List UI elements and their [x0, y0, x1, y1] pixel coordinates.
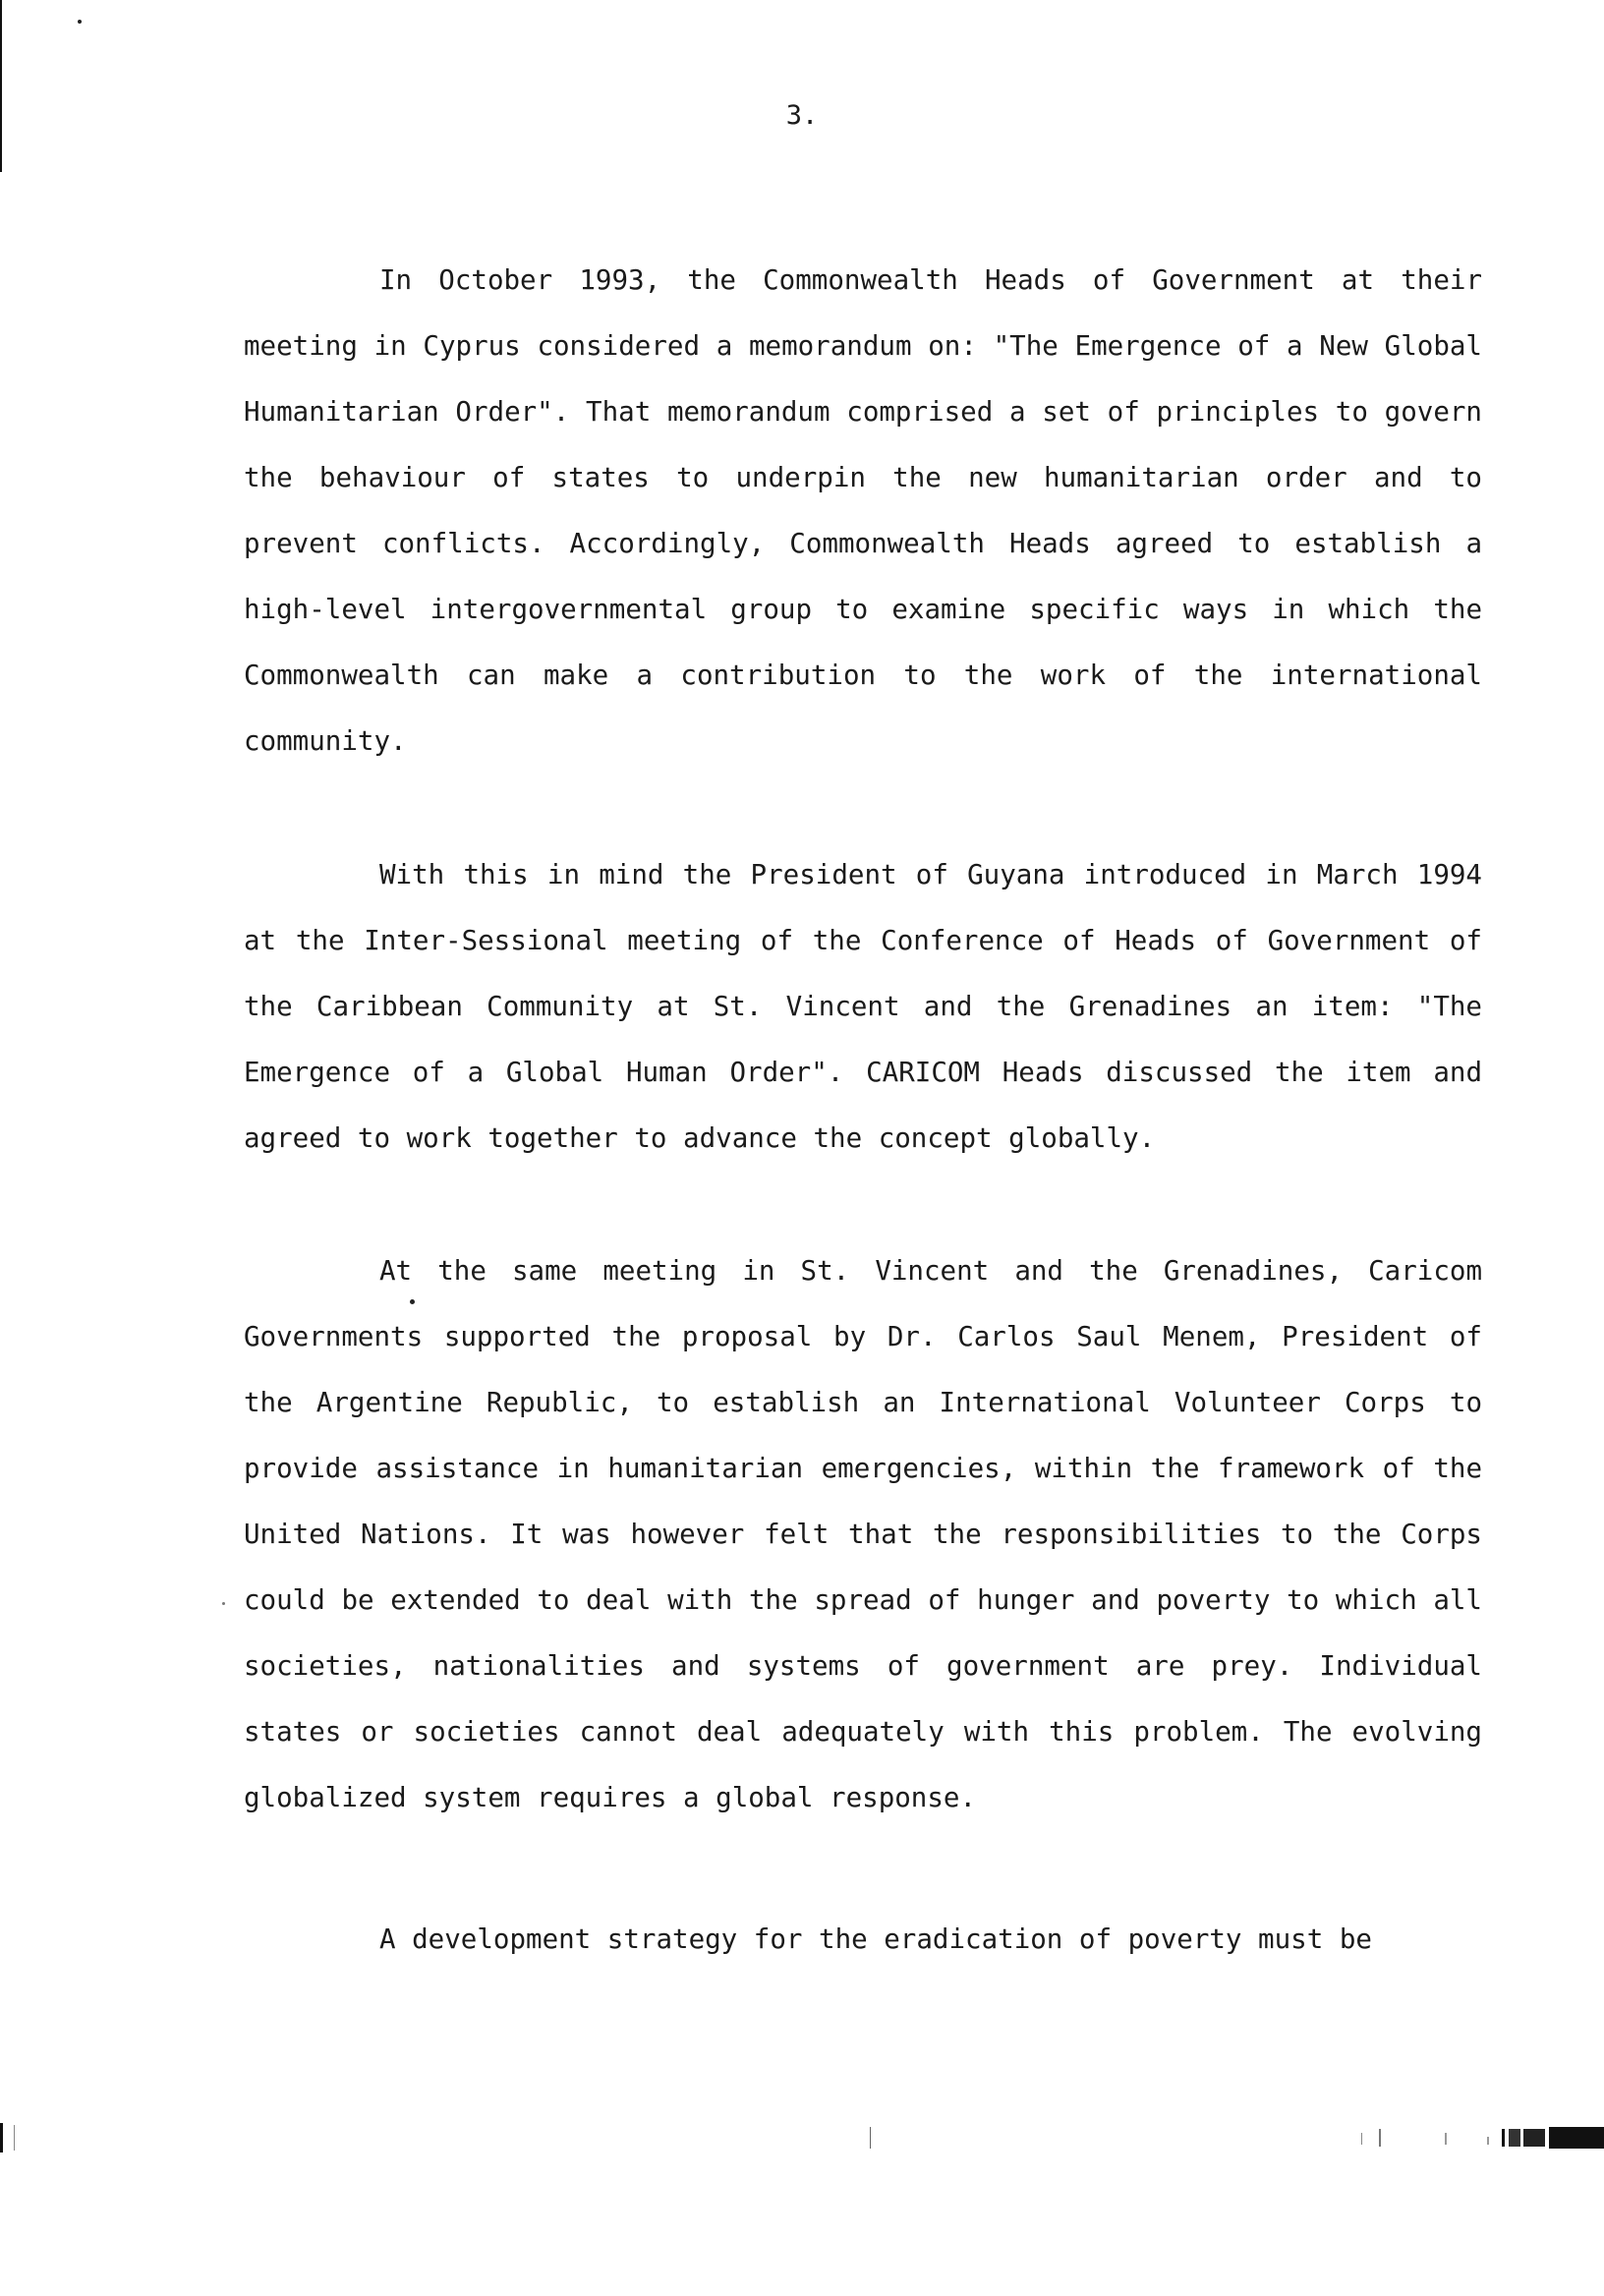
page-number: 3. — [785, 100, 819, 131]
scan-speck — [222, 1602, 225, 1605]
paragraph-volunteer-corps: At the same meeting in St. Vincent and the Grenadines, Caricom Governments supported the proposal by Dr. Carlos Saul Menem, President of the Argentine Republic, to establish an International Volunteer Corps to provide assistance in humanitarian emergencies, within the framework of the United Nations. It was however felt that the responsibilities to the Corps could be extended to deal with the spread of hunger and poverty to which all societies, nationalities and systems of government are prey. Individual states or societies cannot deal adequately with this problem. The evolving globalized system requires a global response. — [244, 1255, 1482, 1813]
scan-speck — [410, 1299, 415, 1304]
scan-bottom-mark — [870, 2127, 871, 2149]
scan-bottom-mark — [1445, 2133, 1447, 2145]
scan-bottom-mark — [1509, 2129, 1520, 2147]
scan-bottom-mark — [1361, 2133, 1362, 2145]
scan-edge-mark — [0, 2123, 3, 2152]
paragraph-guyana-caricom: With this in mind the President of Guyana introduced in March 1994 at the Inter-Sessional meeting of the Conference of Heads of Government of the Caribbean Community at St. Vincent and the Grenadines an item: "The Emergence of a Global Human Order". CARICOM Heads discussed the item and agreed to work together to advance the concept globally. — [244, 859, 1482, 1154]
scan-edge-mark — [0, 0, 2, 172]
scan-bottom-mark — [1502, 2129, 1505, 2147]
scan-bottom-mark — [1379, 2129, 1381, 2147]
scan-bottom-mark — [1523, 2129, 1545, 2147]
scan-speck — [78, 20, 82, 24]
paragraph-development-strategy: A development strategy for the eradication of poverty must be — [379, 1923, 1372, 1955]
scan-edge-mark — [14, 2125, 15, 2151]
paragraph-commonwealth-memorandum: In October 1993, the Commonwealth Heads of Government at their meeting in Cyprus considered a memorandum on: "The Emergence of a New Global Humanitarian Order". That memorandum comprised a set of principles to govern the behaviour of states to underpin the new humanitarian order and to prevent conflicts. Accordingly, Commonwealth Heads agreed to establish a high-level intergovernmental group to examine specific ways in which the Commonwealth can make a contribution to the work of the international community. — [244, 264, 1482, 757]
scan-bottom-mark — [1487, 2137, 1489, 2145]
scan-bottom-mark — [1549, 2127, 1604, 2149]
